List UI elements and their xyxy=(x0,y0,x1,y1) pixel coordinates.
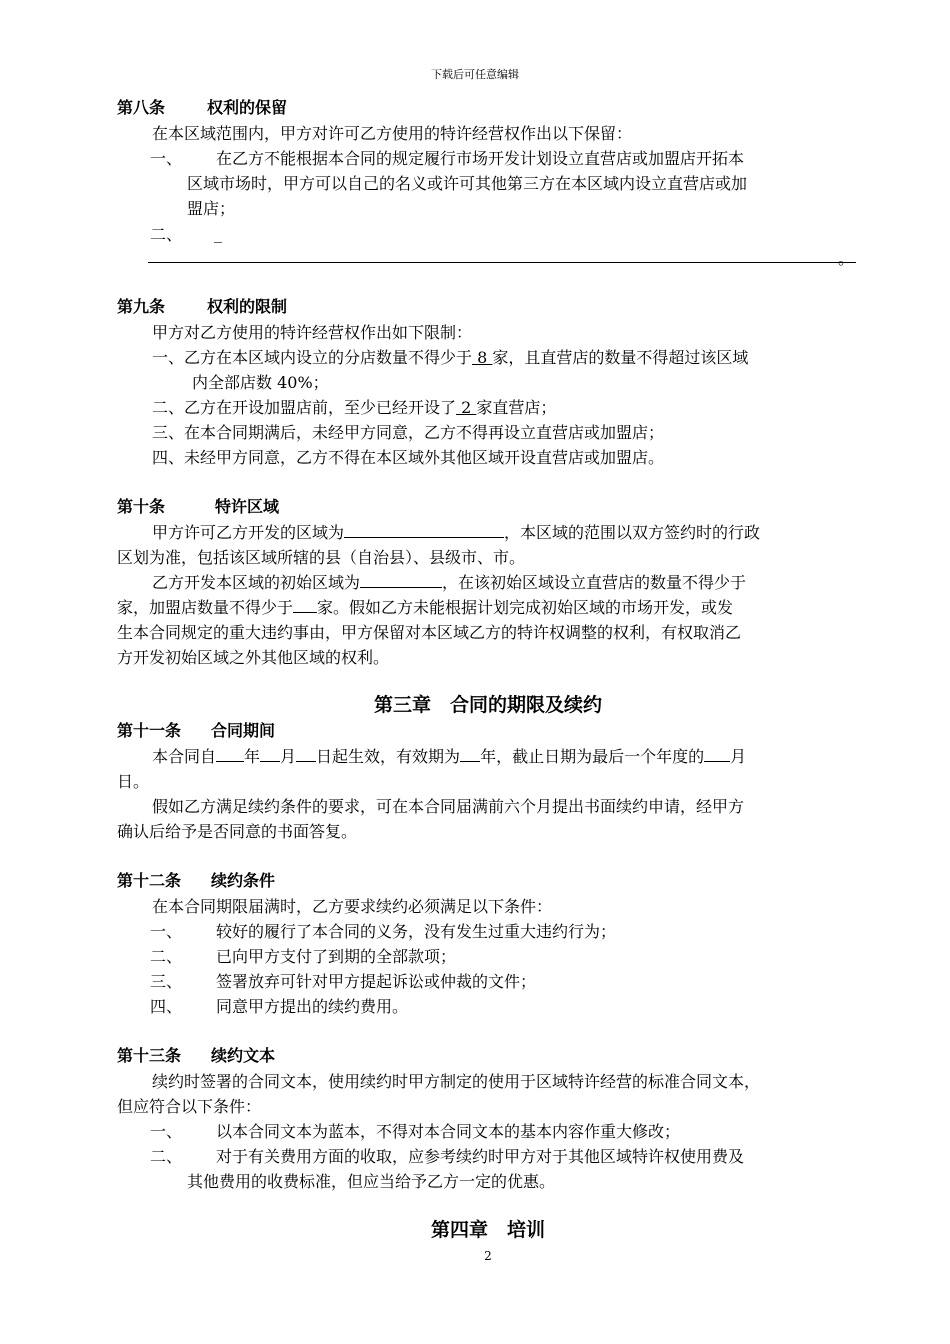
text: 月 xyxy=(730,747,747,766)
paragraph-line xyxy=(117,595,733,618)
filled-value: 2 xyxy=(456,398,477,417)
period: 。 xyxy=(838,249,855,268)
page-number: 2 xyxy=(484,1249,492,1263)
paragraph-line: 日。 xyxy=(117,772,150,791)
list-number: 一、 xyxy=(150,1122,183,1141)
article-8-heading xyxy=(117,95,287,118)
list-number: 四、 xyxy=(150,997,183,1016)
list-number: 一、 xyxy=(150,922,183,941)
list-item-text: 签署放弃可针对甲方提起诉讼或仲裁的文件； xyxy=(216,972,537,991)
article-title: 续约文本 xyxy=(211,1046,276,1065)
paragraph: 假如乙方满足续约条件的要求，可在本合同届满前六个月提出书面续约申请，经甲方 xyxy=(152,797,745,816)
list-number: 一、 xyxy=(150,149,183,168)
paragraph: 在本合同期限届满时，乙方要求续约必须满足以下条件： xyxy=(152,897,553,916)
list-item-text: 同意甲方提出的续约费用。 xyxy=(216,997,409,1016)
paragraph xyxy=(152,570,746,593)
fill-in-blank xyxy=(344,523,504,538)
list-item-text: 以本合同文本为蓝本，不得对本合同文本的基本内容作重大修改； xyxy=(216,1122,681,1141)
text: 二、乙方在开设加盟店前，至少已经开设了 xyxy=(152,398,457,417)
article-13-heading xyxy=(117,1043,275,1066)
article-title: 权利的保留 xyxy=(207,98,288,117)
paragraph-line: 方开发初始区域之外其他区域的权利。 xyxy=(117,648,390,667)
text: 乙方开发本区域的初始区域为 xyxy=(152,573,361,592)
paragraph-line: 但应符合以下条件： xyxy=(117,1097,262,1116)
text: 甲方许可乙方开发的区域为 xyxy=(152,523,345,542)
text: 家直营店； xyxy=(476,398,557,417)
article-12-heading xyxy=(117,868,275,891)
text: 月 xyxy=(280,747,297,766)
paragraph: 甲方对乙方使用的特许经营权作出如下限制： xyxy=(152,323,473,342)
article-number: 第十一条 xyxy=(117,721,182,740)
text: ，在该初始区域设立直营店的数量不得少于 xyxy=(442,573,747,592)
fill-in-blank xyxy=(360,573,442,588)
list-item-text: 较好的履行了本合同的义务，没有发生过重大违约行为； xyxy=(216,922,617,941)
list-item-text: 在乙方不能根据本合同的规定履行市场开发计划设立直营店或加盟店开拓本 xyxy=(216,149,745,168)
paragraph xyxy=(152,744,746,767)
article-9-heading xyxy=(117,294,287,317)
text: 年 xyxy=(244,747,261,766)
blank-mark: _ xyxy=(214,224,222,243)
fill-in-blank xyxy=(460,747,480,762)
article-number: 第十三条 xyxy=(117,1046,182,1065)
fill-in-blank xyxy=(293,598,317,613)
list-item: 四、未经甲方同意，乙方不得在本区域外其他区域开设直营店或加盟店。 xyxy=(152,448,665,467)
list-number: 二、 xyxy=(150,1147,183,1166)
list-item-text: 对于有关费用方面的收取，应参考续约时甲方对于其他区域特许权使用费及 xyxy=(216,1147,745,1166)
article-number: 第九条 xyxy=(117,297,166,316)
filled-value: 8 xyxy=(472,348,493,367)
list-item-text: 已向甲方支付了到期的全部款项； xyxy=(216,947,457,966)
list-item-text: 盟店； xyxy=(187,199,236,218)
text: ，本区域的范围以双方签约时的行政 xyxy=(504,523,761,542)
list-item: 三、在本合同期满后，未经甲方同意，乙方不得再设立直营店或加盟店； xyxy=(152,423,665,442)
fill-in-line xyxy=(148,262,856,263)
paragraph xyxy=(152,520,760,543)
paragraph: 续约时签署的合同文本，使用续约时甲方制定的使用于区域特许经营的标准合同文本， xyxy=(152,1072,761,1091)
article-title: 特许区域 xyxy=(215,497,280,516)
text: 家，加盟店数量不得少于 xyxy=(117,598,294,617)
paragraph-line: 区划为准，包括该区域所辖的县（自治县）、县级市、市。 xyxy=(117,548,526,567)
list-item-text: 区域市场时，甲方可以自己的名义或许可其他第三方在本区域内设立直营店或加 xyxy=(187,174,748,193)
chapter-4-title: 第四章 培训 xyxy=(430,1219,545,1241)
page-header: 下载后可任意编辑 xyxy=(431,68,519,81)
fill-in-blank xyxy=(260,747,280,762)
article-number: 第十条 xyxy=(117,497,166,516)
fill-in-blank xyxy=(296,747,316,762)
text: 家。假如乙方未能根据计划完成初始区域的市场开发，或发 xyxy=(317,598,734,617)
text: 家，且直营店的数量不得超过该区域 xyxy=(492,348,749,367)
article-10-heading xyxy=(117,494,279,517)
article-number: 第八条 xyxy=(117,98,166,117)
list-item-continuation: 内全部店数 40%； xyxy=(192,373,329,392)
paragraph-line: 确认后给予是否同意的书面答复。 xyxy=(117,822,358,841)
list-number: 二、 xyxy=(150,225,183,244)
list-item xyxy=(152,395,556,418)
list-item-text: 其他费用的收费标准，但应当给予乙方一定的优惠。 xyxy=(187,1172,556,1191)
fill-in-blank xyxy=(216,747,244,762)
paragraph-line: 生本合同规定的重大违约事由，甲方保留对本区域乙方的特许权调整的权利，有权取消乙 xyxy=(117,623,742,642)
fill-in-blank xyxy=(704,747,730,762)
article-number: 第十二条 xyxy=(117,871,182,890)
article-title: 权利的限制 xyxy=(207,297,288,316)
article-title: 续约条件 xyxy=(211,871,276,890)
paragraph: 在本区域范围内，甲方对许可乙方使用的特许经营权作出以下保留： xyxy=(152,124,633,143)
text: 一、乙方在本区域内设立的分店数量不得少于 xyxy=(152,348,473,367)
article-title: 合同期间 xyxy=(211,721,276,740)
text: 日起生效，有效期为 xyxy=(316,747,461,766)
list-item xyxy=(152,345,748,368)
list-number: 二、 xyxy=(150,947,183,966)
text: 本合同自 xyxy=(152,747,217,766)
article-11-heading xyxy=(117,718,275,741)
text: 年，截止日期为最后一个年度的 xyxy=(480,747,705,766)
list-number: 三、 xyxy=(150,972,183,991)
chapter-3-title: 第三章 合同的期限及续约 xyxy=(373,694,602,716)
